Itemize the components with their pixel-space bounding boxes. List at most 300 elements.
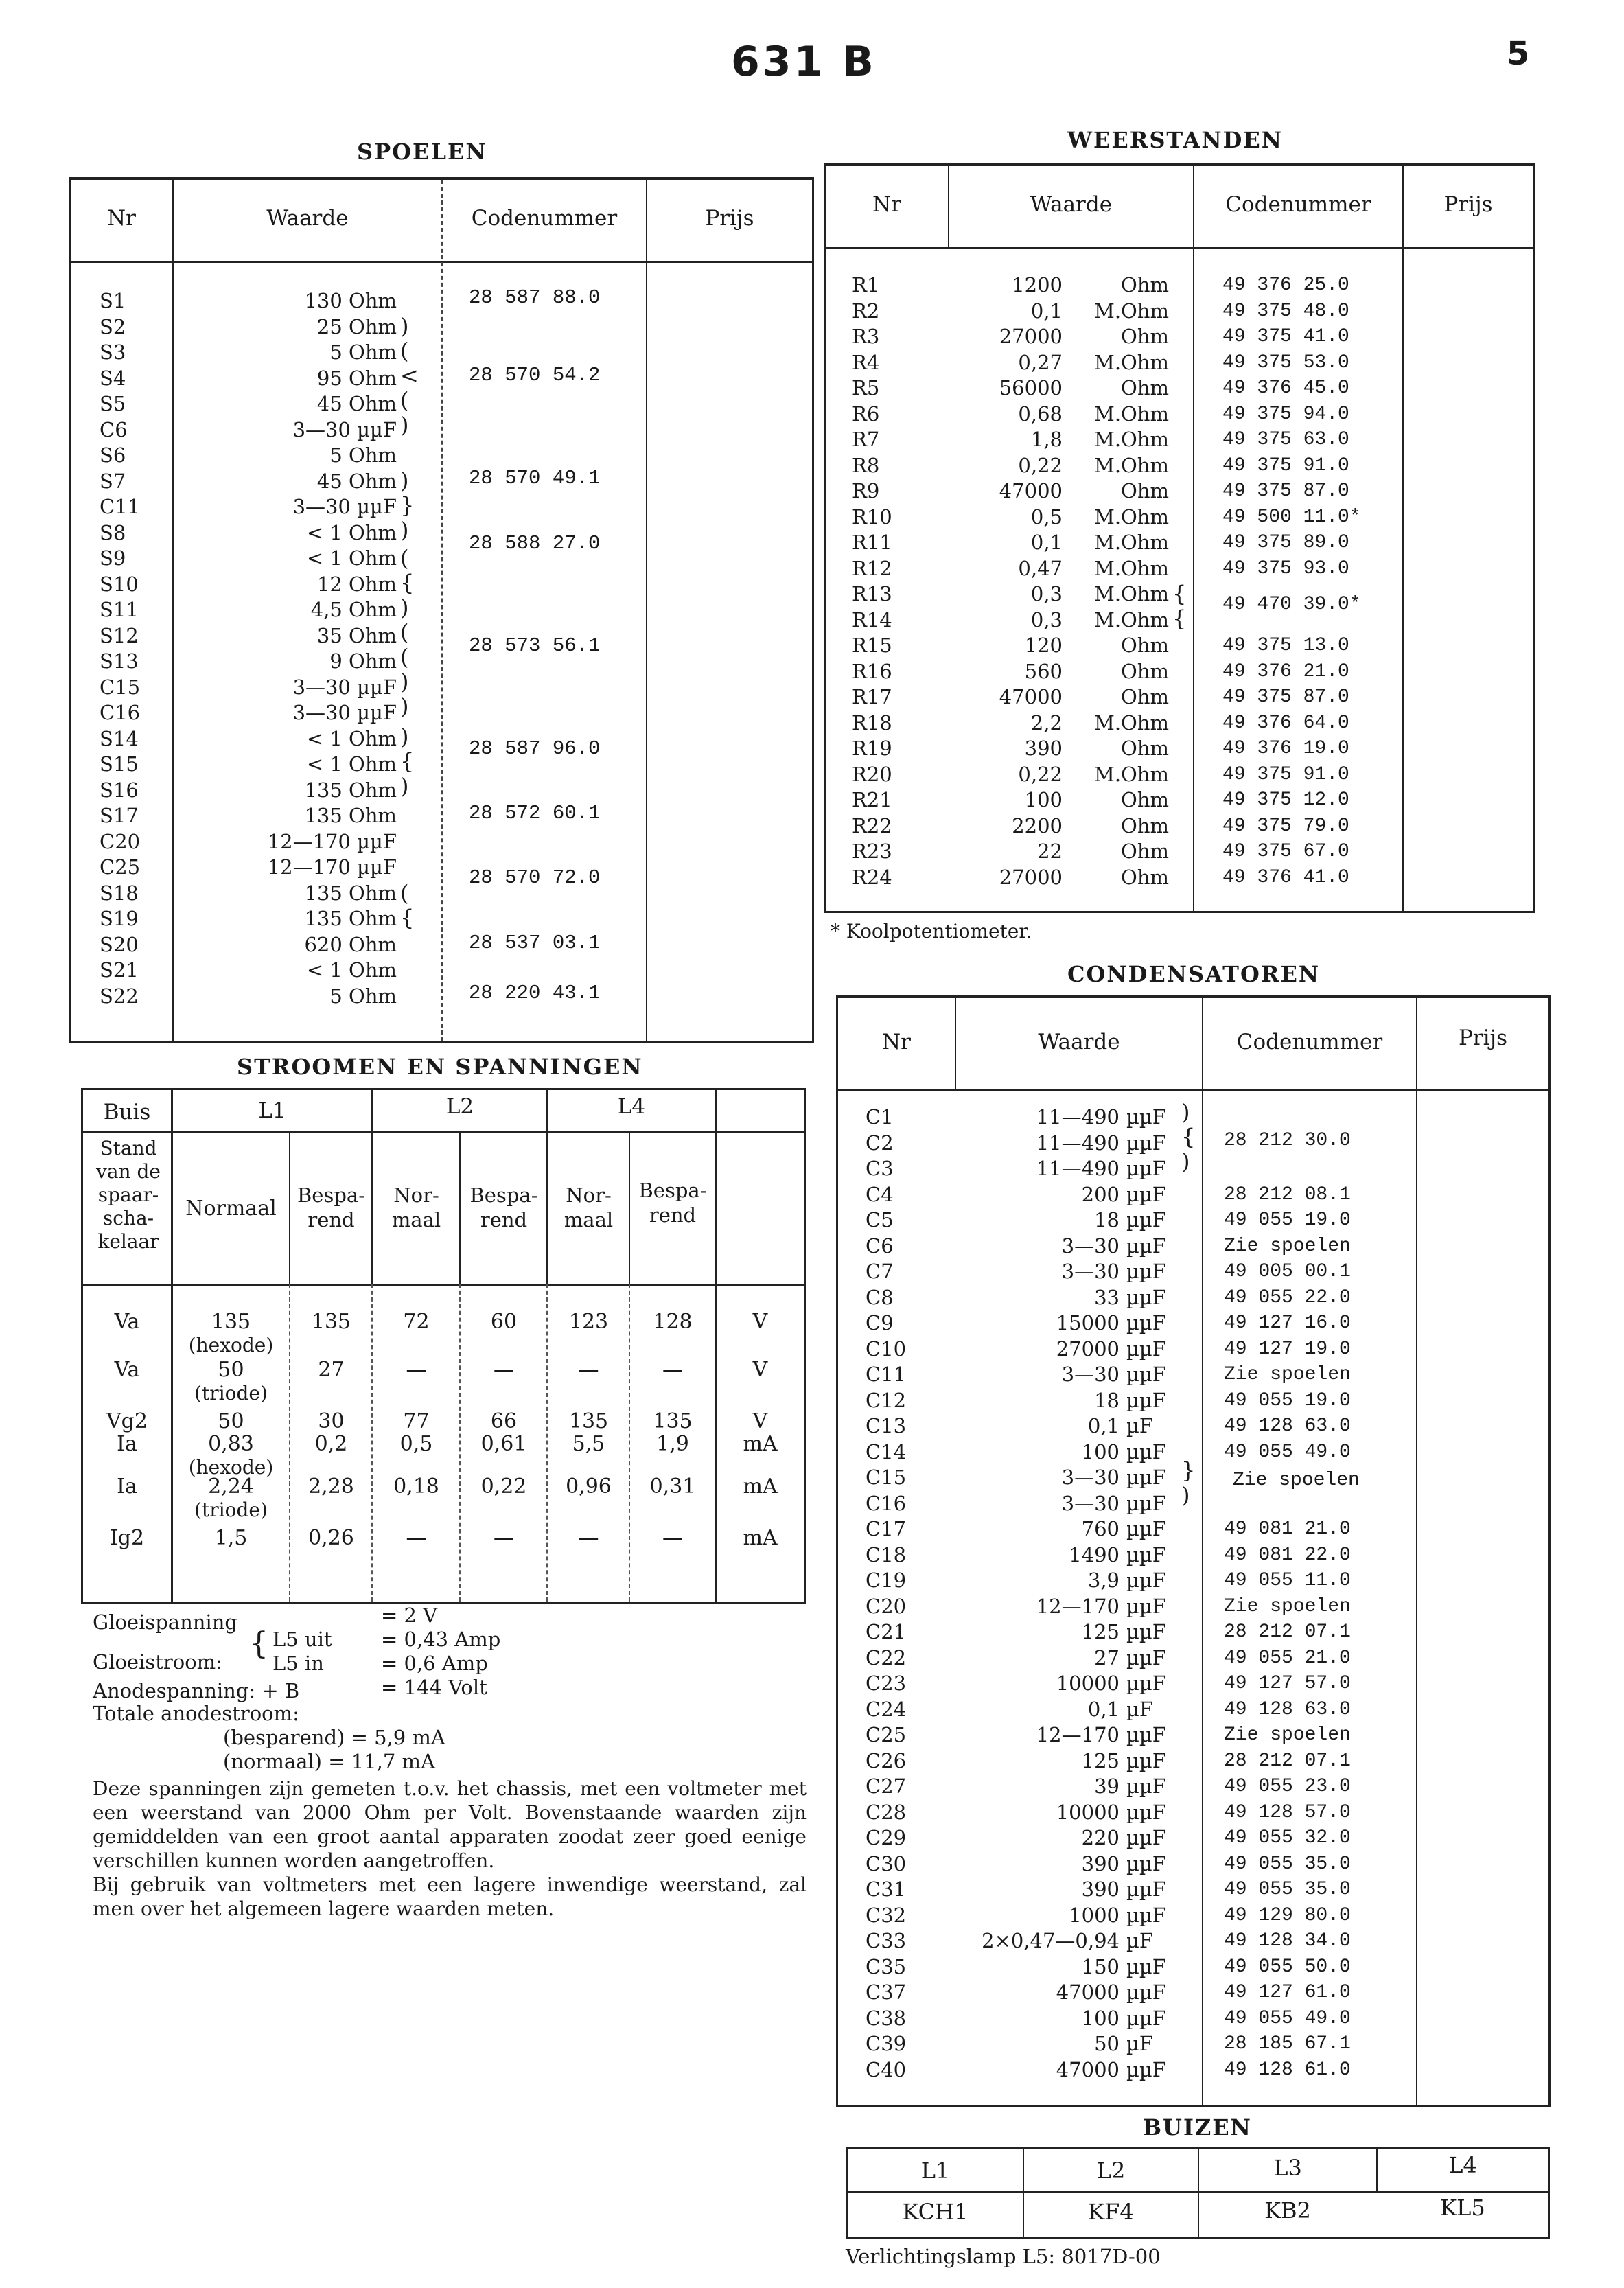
weerstand-nr: R17 xyxy=(852,685,892,708)
condensator-waarde: 0,1 xyxy=(1087,1414,1120,1437)
stroomen-cell: — xyxy=(578,1526,599,1550)
condensator-code: 49 128 63.0 xyxy=(1224,1698,1351,1720)
spoelen-waarde: 3—30 µµF xyxy=(292,417,397,441)
stroomen-cell: 0,5 xyxy=(399,1432,433,1456)
condensator-code: 49 055 19.0 xyxy=(1224,1389,1351,1411)
spoelen-waarde: 5 Ohm xyxy=(329,984,397,1008)
condensator-code: 49 055 50.0 xyxy=(1224,1956,1351,1978)
weerstand-code: 49 375 63.0 xyxy=(1222,429,1349,450)
spoelen-nr-list xyxy=(100,288,168,1009)
condensator-nr: C8 xyxy=(866,1285,894,1309)
weerstand-code: 49 376 45.0 xyxy=(1222,378,1349,399)
condensator-nr: C14 xyxy=(866,1440,907,1464)
weerstand-nr: R4 xyxy=(852,350,880,374)
condensatoren-code-c1-c3: 28 212 30.0 xyxy=(1224,1130,1351,1151)
spoelen-nr: C25 xyxy=(100,855,141,879)
l5-in-value: = 0,6 Amp xyxy=(381,1652,488,1675)
condensator-nr: C40 xyxy=(866,2057,907,2081)
spoelen-nr: S21 xyxy=(100,958,139,982)
weerstand-unit: Ohm xyxy=(1121,273,1169,297)
condensator-code: 49 128 61.0 xyxy=(1224,2059,1351,2081)
condensator-unit: µµF xyxy=(1126,1440,1166,1464)
weerstand-nr: R8 xyxy=(852,453,880,477)
spoelen-code: 28 587 96.0 xyxy=(469,737,601,760)
weerstand-unit: M.Ohm xyxy=(1094,582,1169,605)
condensator-nr: C4 xyxy=(866,1182,894,1206)
weerstand-waarde: 0,27 xyxy=(1018,350,1063,374)
stroomen-cell: — xyxy=(662,1358,683,1382)
weerstand-code: 49 376 21.0 xyxy=(1222,660,1349,682)
weerstanden-head-nr: Nr xyxy=(872,192,901,217)
bracket: ( { xyxy=(400,545,415,596)
stroomen-cell: 2,28 xyxy=(308,1475,354,1499)
spoelen-head-prijs: Prijs xyxy=(705,206,754,231)
condensator-waarde: 2×0,47—0,94 xyxy=(982,1929,1120,1952)
condensator-nr: C18 xyxy=(866,1542,907,1567)
condensator-nr: C11 xyxy=(866,1363,907,1386)
condensator-nr: C23 xyxy=(866,1672,907,1695)
condensator-nr: C38 xyxy=(866,2006,907,2030)
condensator-waarde: 18 xyxy=(1094,1208,1120,1232)
spoelen-divider-2 xyxy=(441,180,443,1041)
stroomen-cell: 72 xyxy=(403,1310,430,1334)
spoelen-waarde: 5 Ohm xyxy=(329,443,397,467)
stroomen-head-besparend-l4: Bespa- rend xyxy=(638,1179,707,1227)
stroomen-cell: — xyxy=(494,1526,514,1550)
condensator-code: 49 081 22.0 xyxy=(1224,1544,1351,1566)
spoelen-waarde: 135 Ohm xyxy=(304,881,397,905)
condensator-nr: C32 xyxy=(866,1903,907,1927)
condensator-unit: µµF xyxy=(1126,1672,1166,1695)
buizen-head-l2: L2 xyxy=(1096,2158,1126,2184)
condensator-waarde: 12—170 xyxy=(1036,1594,1120,1618)
bracket: ( { xyxy=(400,880,415,931)
stroomen-cell: 135 xyxy=(568,1409,609,1433)
stroomen-vline xyxy=(289,1284,290,1602)
condensator-unit: µµF xyxy=(1126,1466,1166,1489)
buizen-type-l1: KCH1 xyxy=(902,2199,968,2225)
weerstand-code: 49 375 91.0 xyxy=(1222,454,1349,476)
stroomen-vline xyxy=(459,1284,461,1602)
stroomen-table xyxy=(81,1088,806,1604)
bracket: { { xyxy=(1172,581,1187,632)
weerstanden-head-code: Codenummer xyxy=(1225,192,1371,217)
weerstand-unit: M.Ohm xyxy=(1094,350,1169,374)
condensatoren-head-code: Codenummer xyxy=(1236,1030,1383,1054)
weerstand-code: 49 375 53.0 xyxy=(1222,351,1349,373)
weerstand-nr: R15 xyxy=(852,634,892,657)
condensator-unit: µµF xyxy=(1126,1491,1166,1515)
stroomen-head-l2: L2 xyxy=(445,1094,474,1119)
stroomen-head-l4: L4 xyxy=(617,1094,646,1119)
stroomen-vline xyxy=(371,1284,373,1602)
spoelen-nr: S10 xyxy=(100,572,139,596)
condensator-code: 49 055 21.0 xyxy=(1224,1647,1351,1669)
condensator-code: 49 081 21.0 xyxy=(1224,1518,1351,1540)
page-number: 5 xyxy=(1507,34,1530,73)
stroomen-cell: 128 xyxy=(653,1310,693,1334)
condensator-waarde: 18 xyxy=(1094,1388,1120,1412)
weerstand-waarde: 100 xyxy=(1024,788,1063,811)
stroomen-row-label: Ig2 xyxy=(109,1526,145,1550)
stroomen-cell: 135 xyxy=(311,1310,351,1334)
buizen-type-l4: KL5 xyxy=(1440,2195,1485,2221)
condensator-waarde: 3—30 xyxy=(1061,1260,1120,1283)
spoelen-code: 28 570 72.0 xyxy=(469,866,601,889)
condensator-unit: µµF xyxy=(1126,1594,1166,1618)
condensator-waarde: 27 xyxy=(1094,1645,1120,1669)
spoelen-nr: S1 xyxy=(100,289,126,312)
weerstand-waarde: 0,1 xyxy=(1030,531,1063,554)
weerstand-code: 49 376 64.0 xyxy=(1222,712,1349,734)
note-paragraph-2: Bij gebruik van voltmeters met een lagere inwendige weerstand, zal men over het algemeen lagere waarden meten. xyxy=(93,1873,807,1920)
weerstand-nr: R9 xyxy=(852,479,880,502)
condensator-unit: µµF xyxy=(1126,1182,1166,1206)
stroomen-cell: 0,61 xyxy=(480,1432,527,1456)
condensator-waarde: 390 xyxy=(1081,1877,1120,1901)
stroomen-head-stand: Stand van de spaar- scha- kelaar xyxy=(96,1137,161,1253)
stroomen-head-normaal: Normaal xyxy=(185,1197,277,1221)
condensator-unit: µF xyxy=(1126,1414,1153,1437)
weerstand-unit: M.Ohm xyxy=(1094,710,1169,735)
weerstand-unit: Ohm xyxy=(1121,865,1169,889)
weerstand-waarde: 22 xyxy=(1037,840,1063,863)
condensator-nr: C13 xyxy=(866,1414,907,1437)
stroomen-cell: 0,26 xyxy=(308,1526,354,1550)
spoelen-nr: C20 xyxy=(100,829,141,853)
condensator-nr: C20 xyxy=(866,1594,907,1618)
weerstanden-unit-list xyxy=(1066,273,1169,890)
weerstand-nr: R22 xyxy=(852,813,892,837)
spoelen-nr: S15 xyxy=(100,752,139,776)
condensator-unit: µµF xyxy=(1126,1826,1166,1849)
condensator-unit: µµF xyxy=(1126,1748,1166,1772)
condensator-code xyxy=(1224,1156,1413,1182)
stroomen-cell: — xyxy=(406,1526,427,1550)
spoelen-table xyxy=(69,177,814,1043)
bracket: } ) xyxy=(1181,1457,1196,1508)
weerstand-waarde: 120 xyxy=(1024,634,1063,657)
condensator-nr: C1 xyxy=(866,1105,894,1129)
spoelen-waarde: 3—30 µµF xyxy=(292,495,397,518)
weerstand-unit: Ohm xyxy=(1121,813,1169,837)
weerstand-code: 49 375 87.0 xyxy=(1222,686,1349,708)
weerstand-unit: M.Ohm xyxy=(1094,428,1169,451)
condensator-code: 28 185 67.1 xyxy=(1224,2033,1351,2055)
weerstanden-title: WEERSTANDEN xyxy=(1067,127,1283,153)
condensator-waarde: 50 xyxy=(1094,2032,1120,2055)
condensator-unit: µµF xyxy=(1126,1363,1166,1386)
stroomen-cell: 2,24 xyxy=(208,1475,254,1499)
stroomen-row-label: Ia xyxy=(117,1432,137,1456)
condensator-code: 49 128 63.0 xyxy=(1224,1415,1351,1437)
weerstand-waarde: 1200 xyxy=(1012,273,1063,297)
condensator-code: 49 127 16.0 xyxy=(1224,1313,1351,1334)
weerstand-nr: R19 xyxy=(852,737,892,760)
weerstand-waarde: 0,22 xyxy=(1018,762,1063,786)
buizen-type-l2: KF4 xyxy=(1088,2199,1134,2225)
condensator-nr: C22 xyxy=(866,1645,907,1669)
spoelen-waarde: 12—170 µµF xyxy=(267,829,397,853)
buizen-table xyxy=(846,2147,1550,2239)
spoelen-waarde: 135 Ohm xyxy=(304,778,397,802)
weerstand-unit: M.Ohm xyxy=(1094,556,1169,580)
spoelen-nr: S9 xyxy=(100,546,126,570)
condensator-nr: C30 xyxy=(866,1851,907,1875)
condensator-unit: µF xyxy=(1126,1697,1153,1721)
condensator-code: 28 212 07.1 xyxy=(1224,1621,1351,1643)
condensator-unit: µµF xyxy=(1126,1208,1166,1232)
brace: { xyxy=(249,1626,268,1661)
weerstanden-divider xyxy=(1193,166,1194,911)
condensator-waarde: 3—30 xyxy=(1061,1234,1120,1258)
spoelen-nr: S20 xyxy=(100,932,139,956)
weerstand-nr: R23 xyxy=(852,840,892,863)
stroomen-unit: V xyxy=(752,1409,768,1433)
condensator-code: 49 055 23.0 xyxy=(1224,1776,1351,1797)
stroomen-vline xyxy=(546,1284,548,1602)
spoelen-code: 28 570 54.2 xyxy=(469,364,601,386)
condensator-unit: µµF xyxy=(1126,1260,1166,1283)
weerstand-waarde: 0,5 xyxy=(1030,505,1063,529)
weerstand-nr: R6 xyxy=(852,402,880,426)
spoelen-nr: S19 xyxy=(100,907,139,930)
stroomen-line xyxy=(83,1284,804,1286)
stroomen-cell: 0,96 xyxy=(566,1475,612,1499)
stroomen-sublabel: (triode) xyxy=(194,1499,268,1521)
stroomen-cell: 66 xyxy=(490,1409,518,1433)
weerstand-unit: Ohm xyxy=(1121,325,1169,348)
condensator-unit: µF xyxy=(1126,2032,1153,2055)
spoelen-head-waarde: Waarde xyxy=(266,206,349,231)
condensator-unit: µµF xyxy=(1126,1285,1166,1309)
spoelen-divider-3 xyxy=(646,180,647,1041)
spoelen-waarde: 45 Ohm xyxy=(316,469,397,493)
stroomen-cell: — xyxy=(662,1526,683,1550)
condensator-nr: C35 xyxy=(866,1954,907,1978)
condensator-unit: µµF xyxy=(1126,1645,1166,1669)
condensator-code xyxy=(1224,1491,1413,1517)
weerstanden-table xyxy=(824,163,1535,913)
spoelen-code: 28 570 49.1 xyxy=(469,467,601,489)
condensator-code: 49 055 35.0 xyxy=(1224,1853,1351,1875)
stroomen-vline xyxy=(629,1284,630,1602)
weerstand-code: 49 375 91.0 xyxy=(1222,763,1349,785)
weerstand-unit: M.Ohm xyxy=(1094,299,1169,323)
spoelen-nr: S7 xyxy=(100,469,126,493)
spoelen-waarde: 12 Ohm xyxy=(316,572,397,596)
gloeistroom-label: Gloeistroom: xyxy=(93,1650,222,1674)
condensator-code: 49 055 22.0 xyxy=(1224,1286,1351,1308)
spoelen-nr: C16 xyxy=(100,701,141,724)
buizen-title: BUIZEN xyxy=(1143,2114,1252,2140)
weerstand-nr: R11 xyxy=(852,531,892,554)
stroomen-cell: 50 xyxy=(218,1409,244,1433)
condensator-unit: µµF xyxy=(1126,1800,1166,1824)
condensator-unit: µµF xyxy=(1126,1517,1166,1540)
condensator-waarde: 125 xyxy=(1081,1620,1120,1643)
spoelen-waarde: < 1 Ohm xyxy=(306,958,397,982)
condensator-nr: C29 xyxy=(866,1826,907,1849)
condensator-unit: µµF xyxy=(1126,1311,1166,1334)
condensator-waarde: 11—490 xyxy=(1036,1105,1120,1129)
condensator-nr: C27 xyxy=(866,1775,907,1798)
spoelen-waarde: < 1 Ohm xyxy=(306,726,397,750)
buizen-head-l1: L1 xyxy=(920,2158,950,2184)
spoelen-nr: S8 xyxy=(100,520,126,544)
weerstand-waarde: 2200 xyxy=(1012,813,1063,837)
weerstanden-nr-list xyxy=(852,273,927,890)
weerstand-nr: R1 xyxy=(852,273,880,297)
condensator-waarde: 11—490 xyxy=(1036,1131,1120,1155)
buizen-type-l3: KB2 xyxy=(1264,2197,1311,2223)
condensator-nr: C26 xyxy=(866,1748,907,1772)
condensator-waarde: 0,1 xyxy=(1087,1697,1120,1721)
weerstand-waarde: 27000 xyxy=(999,325,1063,348)
weerstand-nr: R18 xyxy=(852,710,892,735)
spoelen-waarde: 9 Ohm xyxy=(329,649,397,673)
condensator-unit: µµF xyxy=(1126,1234,1166,1258)
condensator-waarde: 3—30 xyxy=(1061,1491,1120,1515)
stroomen-cell: 0,22 xyxy=(480,1475,527,1499)
weerstand-code: 49 375 12.0 xyxy=(1222,789,1349,811)
condensator-code: 49 127 61.0 xyxy=(1224,1982,1351,2003)
stroomen-title: STROOMEN EN SPANNINGEN xyxy=(237,1054,643,1080)
stroomen-cell: — xyxy=(578,1358,599,1382)
weerstand-unit: Ohm xyxy=(1121,376,1169,400)
weerstand-waarde: 47000 xyxy=(999,479,1063,502)
condensator-code: 49 055 19.0 xyxy=(1224,1210,1351,1231)
stroomen-sublabel: (hexode) xyxy=(188,1456,274,1479)
weerstand-code: 49 376 25.0 xyxy=(1222,275,1349,296)
condensator-unit: µµF xyxy=(1126,1337,1166,1361)
weerstand-unit: Ohm xyxy=(1121,659,1169,683)
spoelen-nr: S14 xyxy=(100,726,139,750)
condensatoren-title: CONDENSATOREN xyxy=(1067,961,1321,987)
condensator-code: 49 055 11.0 xyxy=(1224,1570,1351,1591)
spoelen-waarde: 130 Ohm xyxy=(304,289,397,312)
spoelen-waarde: 135 Ohm xyxy=(304,907,397,930)
stroomen-head-l1: L1 xyxy=(258,1098,286,1123)
condensator-waarde: 1000 xyxy=(1069,1903,1120,1927)
condensatoren-code-c15-c16: Zie spoelen xyxy=(1233,1470,1360,1491)
anodespanning-value: = 144 Volt xyxy=(381,1676,487,1699)
condensator-unit: µµF xyxy=(1126,1954,1166,1978)
condensator-code: 49 005 00.1 xyxy=(1224,1261,1351,1282)
condensator-unit: µµF xyxy=(1126,1105,1166,1129)
condensator-unit: µµF xyxy=(1126,1723,1166,1746)
spoelen-waarde: 35 Ohm xyxy=(316,623,397,647)
condensator-code: Zie spoelen xyxy=(1224,1724,1351,1746)
condensator-waarde: 27000 xyxy=(1056,1337,1120,1361)
condensator-code: 49 055 32.0 xyxy=(1224,1827,1351,1849)
condensator-waarde: 10000 xyxy=(1056,1672,1120,1695)
bracket: ) ( ( ) ) xyxy=(400,594,409,719)
note-paragraph-1: Deze spanningen zijn gemeten t.o.v. het chassis, met een voltmeter met een weerstand van 2000 Ohm per Volt. Bovenstaande waarden zijn gemiddelden van een groot aantal apparaten zoodat zeer goed eenige verschillen kunnen worden aangetroffen. xyxy=(93,1777,807,1872)
weerstanden-divider xyxy=(1402,166,1404,911)
weerstand-nr: R5 xyxy=(852,376,880,400)
stroomen-cell: 27 xyxy=(318,1358,345,1382)
condensator-nr: C6 xyxy=(866,1234,894,1258)
condensator-nr: C7 xyxy=(866,1260,894,1283)
condensator-nr: C21 xyxy=(866,1620,907,1643)
weerstand-nr: R2 xyxy=(852,299,880,323)
condensator-unit: µF xyxy=(1126,1929,1153,1952)
spoelen-waarde: 95 Ohm xyxy=(316,366,397,390)
weerstand-unit: Ohm xyxy=(1121,685,1169,708)
spoelen-nr: C6 xyxy=(100,417,128,441)
condensator-unit: µµF xyxy=(1126,2057,1166,2081)
condensator-code: 49 055 49.0 xyxy=(1224,2007,1351,2029)
bracket: ) ( < ( ) xyxy=(400,313,419,438)
stroomen-unit: mA xyxy=(743,1432,778,1456)
stroomen-cell: 30 xyxy=(318,1409,345,1433)
weerstand-nr: R16 xyxy=(852,659,892,683)
stroomen-row-label: Ia xyxy=(117,1475,137,1499)
spoelen-nr: S16 xyxy=(100,778,139,802)
stroomen-cell: 77 xyxy=(403,1409,430,1433)
stroomen-cell: 1,5 xyxy=(214,1526,248,1550)
spoelen-nr: S4 xyxy=(100,366,126,390)
spoelen-waarde: 12—170 µµF xyxy=(267,855,397,879)
condensatoren-table xyxy=(836,995,1551,2107)
weerstand-code: 49 375 13.0 xyxy=(1222,635,1349,656)
condensator-nr: C17 xyxy=(866,1517,907,1540)
weerstand-nr: R13 xyxy=(852,582,892,605)
condensator-waarde: 125 xyxy=(1081,1748,1120,1772)
condensatoren-head-waarde: Waarde xyxy=(1038,1030,1120,1054)
weerstand-nr: R12 xyxy=(852,556,892,580)
condensator-waarde: 100 xyxy=(1081,1440,1120,1464)
stroomen-vline xyxy=(289,1131,290,1284)
spoelen-waarde: < 1 Ohm xyxy=(306,520,397,544)
condensator-waarde: 33 xyxy=(1094,1285,1120,1309)
spoelen-code: 28 537 03.1 xyxy=(469,932,601,954)
weerstand-unit: Ohm xyxy=(1121,737,1169,760)
condensator-code: 49 129 80.0 xyxy=(1224,1904,1351,1926)
stroomen-head-normaal-l2: Nor- maal xyxy=(391,1183,441,1232)
spoelen-head-code: Codenummer xyxy=(471,206,618,231)
condensatoren-divider xyxy=(1416,998,1417,2105)
condensator-code: 49 055 35.0 xyxy=(1224,1879,1351,1900)
condensator-unit: µµF xyxy=(1126,1569,1166,1592)
condensator-waarde: 15000 xyxy=(1056,1311,1120,1334)
spoelen-nr: S13 xyxy=(100,649,139,673)
condensator-nr: C33 xyxy=(866,1929,907,1952)
condensator-waarde: 3—30 xyxy=(1061,1466,1120,1489)
weerstand-code: 49 375 87.0 xyxy=(1222,481,1349,502)
footnote: * Koolpotentiometer. xyxy=(831,920,1032,943)
stroomen-sublabel: (hexode) xyxy=(188,1334,274,1356)
weerstand-nr: R21 xyxy=(852,788,892,811)
condensator-nr: C31 xyxy=(866,1877,907,1901)
weerstand-waarde: 390 xyxy=(1024,737,1063,760)
bracket: ) { ) xyxy=(1181,1099,1196,1175)
stroomen-cell: — xyxy=(406,1358,427,1382)
spoelen-nr: S22 xyxy=(100,984,139,1008)
spoelen-waarde-list xyxy=(174,288,397,1009)
spoelen-waarde: 3—30 µµF xyxy=(292,701,397,724)
weerstand-waarde: 2,2 xyxy=(1030,710,1063,735)
condensator-waarde: 3,9 xyxy=(1087,1569,1120,1592)
stroomen-sublabel: (triode) xyxy=(194,1382,268,1405)
condensator-code: Zie spoelen xyxy=(1224,1235,1351,1257)
spoelen-nr: S17 xyxy=(100,804,139,827)
condensator-unit: µµF xyxy=(1126,1903,1166,1927)
weerstand-waarde: 0,3 xyxy=(1030,608,1063,632)
spoelen-code: 28 572 60.1 xyxy=(469,802,601,824)
condensator-waarde: 3—30 xyxy=(1061,1363,1120,1386)
